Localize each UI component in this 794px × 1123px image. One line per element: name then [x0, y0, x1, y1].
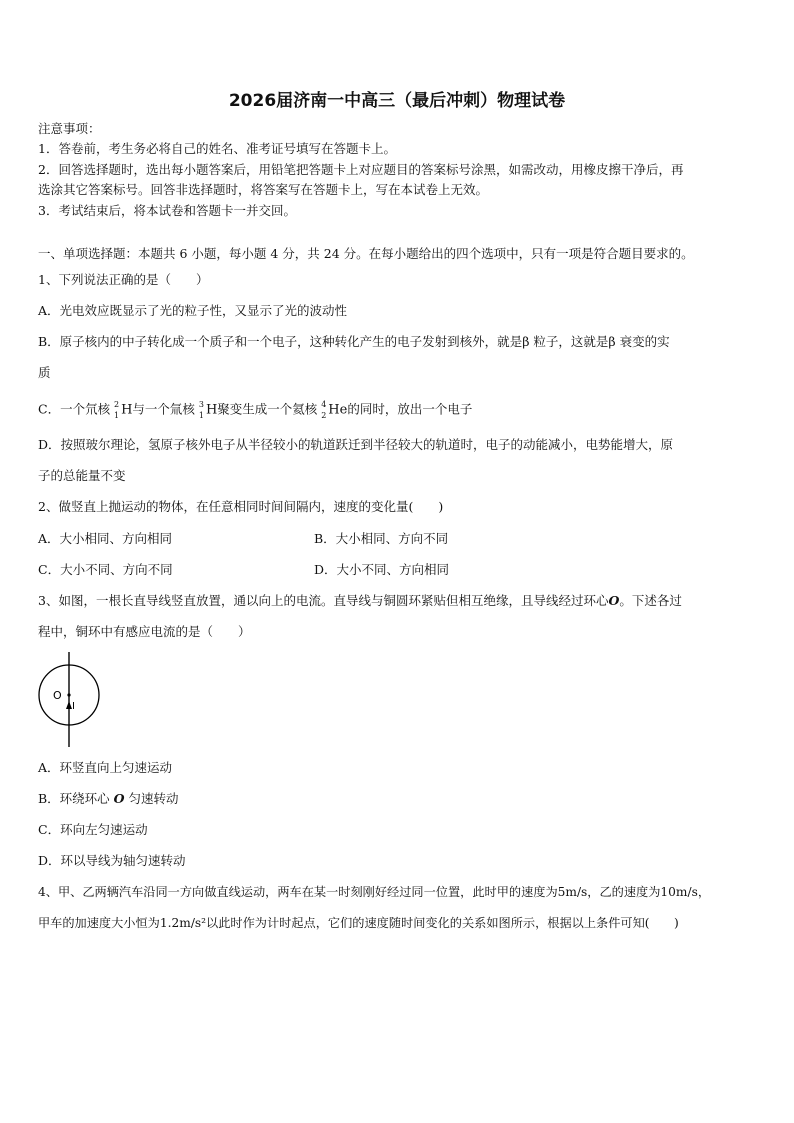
current-label: I	[72, 701, 75, 712]
question-1-option-d: D．按照玻尔理论，氢原子核外电子从半径较小的轨道跃迁到半径较大的轨道时，电子的动能减小，电势能增大，原	[38, 437, 674, 452]
question-3-option-d: D．环以导线为轴匀速转动	[38, 853, 186, 868]
question-2-option-c: C．大小不同、方向不同	[38, 562, 173, 577]
page-title: 2026届济南一中高三（最后冲刺）物理试卷	[228, 91, 566, 111]
question-3-option-c: C．环向左匀速运动	[38, 822, 148, 837]
question-2-option-a: A．大小相同、方向相同	[38, 531, 173, 546]
question-3-stem-cont: 程中，铜环中有感应电流的是（ ）	[38, 624, 251, 639]
question-2-stem: 2、做竖直上抛运动的物体，在任意相同时间间隔内，速度的变化量( )	[38, 499, 444, 514]
question-1-option-d-cont: 子的总能量不变	[38, 468, 126, 483]
question-1-option-c: C．一个氘核 2 1 H与一个氚核 3 1 H聚变生成一个氦核 4 2 He的同时，放出一个电子	[38, 400, 473, 420]
nuclide-deuterium: 2 1	[113, 400, 120, 420]
question-2-option-b: B．大小相同、方向不同	[314, 531, 449, 546]
question-1-option-b-cont: 质	[38, 365, 51, 380]
notice-item-1: 1．答卷前，考生务必将自己的姓名、准考证号填写在答题卡上。	[38, 141, 396, 156]
question-1-option-a: A．光电效应既显示了光的粒子性，又显示了光的波动性	[38, 303, 348, 318]
question-3-option-a: A．环竖直向上匀速运动	[38, 760, 173, 775]
notice-item-2-cont: 选涂其它答案标号。回答非选择题时，将答案写在答题卡上，写在本试卷上无效。	[38, 182, 489, 197]
question-1-stem: 1、下列说法正确的是（ ）	[38, 272, 209, 287]
question-2-option-d: D．大小不同、方向相同	[314, 562, 450, 577]
center-label: O	[53, 689, 62, 702]
ring-center-dot	[67, 693, 70, 696]
question-3-option-b: B．环绕环心 O 匀速转动	[38, 791, 179, 806]
ring-wire-figure	[34, 650, 104, 750]
nuclide-tritium: 3 1	[198, 400, 204, 420]
notice-heading: 注意事项：	[38, 121, 101, 136]
nuclide-helium: 4 2	[321, 400, 327, 420]
question-4-stem: 4、甲、乙两辆汽车沿同一方向做直线运动，两车在某一时刻刚好经过同一位置，此时甲的速度为5m/s，乙的速度为10m/s，	[38, 885, 711, 899]
notice-item-3: 3．考试结束后，将本试卷和答题卡一并交回。	[38, 203, 296, 218]
question-1-option-b: B．原子核内的中子转化成一个质子和一个电子，这种转化产生的电子发射到核外，就是β 粒子，这就是β 衰变的实	[38, 334, 670, 349]
question-4-stem-cont: 甲车的加速度大小恒为1.2m/s²以此时作为计时起点，它们的速度随时间变化的关系如图所示，根据以上条件可知( )	[38, 916, 679, 930]
question-3-stem: 3、如图，一根长直导线竖直放置，通以向上的电流。直导线与铜圆环紧贴但相互绝缘，且导线经过环心O。下述各过	[38, 593, 682, 608]
notice-item-2: 2．回答选择题时，选出每小题答案后，用铅笔把答题卡上对应题目的答案标号涂黑，如需改动，用橡皮擦干净后，再	[38, 162, 684, 177]
section-heading: 一、单项选择题：本题共 6 小题，每小题 4 分，共 24 分。在每小题给出的四个选项中，只有一项是符合题目要求的。	[38, 246, 694, 261]
